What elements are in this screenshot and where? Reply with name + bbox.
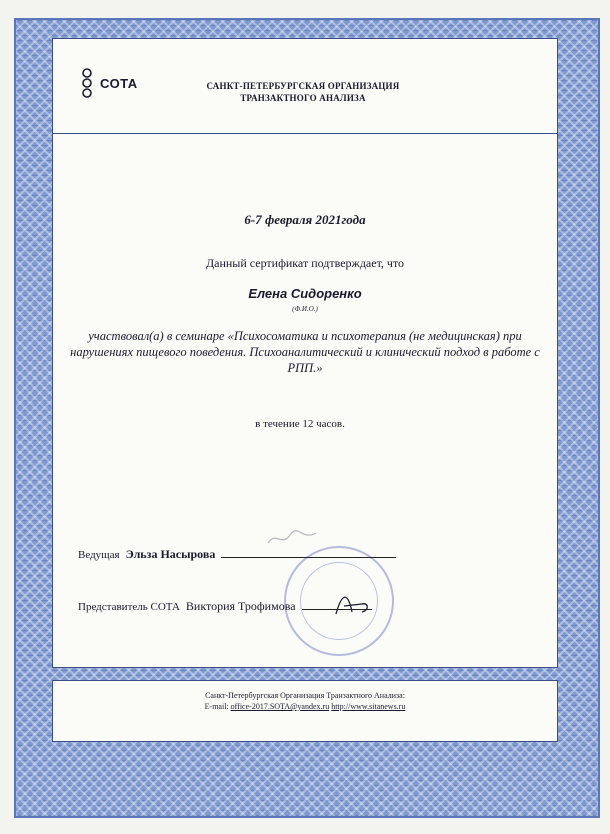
logo-text: СОТА xyxy=(100,75,138,91)
website-link[interactable]: http://www.sitanews.ru xyxy=(331,702,406,711)
email-link[interactable]: office-2017.SOTA@yandex.ru xyxy=(230,702,330,711)
fio-caption: (Ф.И.О.) xyxy=(292,305,318,313)
org-line-1: САНКТ-ПЕТЕРБУРГСКАЯ ОРГАНИЗАЦИЯ xyxy=(206,81,400,91)
seminar-date: 6-7 февраля 2021года xyxy=(244,212,366,227)
participant-name: Елена Сидоренко xyxy=(248,286,362,301)
organization-name xyxy=(188,80,418,104)
logo-icon xyxy=(78,68,96,98)
seminar-description: участвовал(а) в семинаре «Психосоматика и психотерапия (не медицинская) при нарушениях пищевого поведения. Психоаналитический и клинический подход в работе с РПП.» xyxy=(70,329,540,375)
footer-contact-line xyxy=(52,701,558,712)
leader-name: Эльза Насырова xyxy=(125,547,216,561)
leader-signature-line xyxy=(221,545,396,558)
leader-signature-row xyxy=(78,545,396,562)
sota-logo xyxy=(78,68,138,98)
representative-signature-line xyxy=(302,597,372,610)
representative-label: Представитель СОТА xyxy=(78,601,180,613)
representative-signature-row xyxy=(78,597,372,614)
footer-contacts xyxy=(52,690,558,712)
org-line-2: ТРАНЗАКТНОГО АНАЛИЗА xyxy=(240,93,366,103)
certificate-intro: Данный сертификат подтверждает, что xyxy=(205,256,405,270)
seminar-duration: в течение 12 часов. xyxy=(255,418,345,430)
leader-label: Ведущая xyxy=(78,549,120,561)
footer-org: Санкт-Петербургская Организация Транзактного Анализа: xyxy=(205,691,405,700)
representative-name: Виктория Трофимова xyxy=(185,599,296,613)
email-label: E-mail: xyxy=(204,702,229,711)
